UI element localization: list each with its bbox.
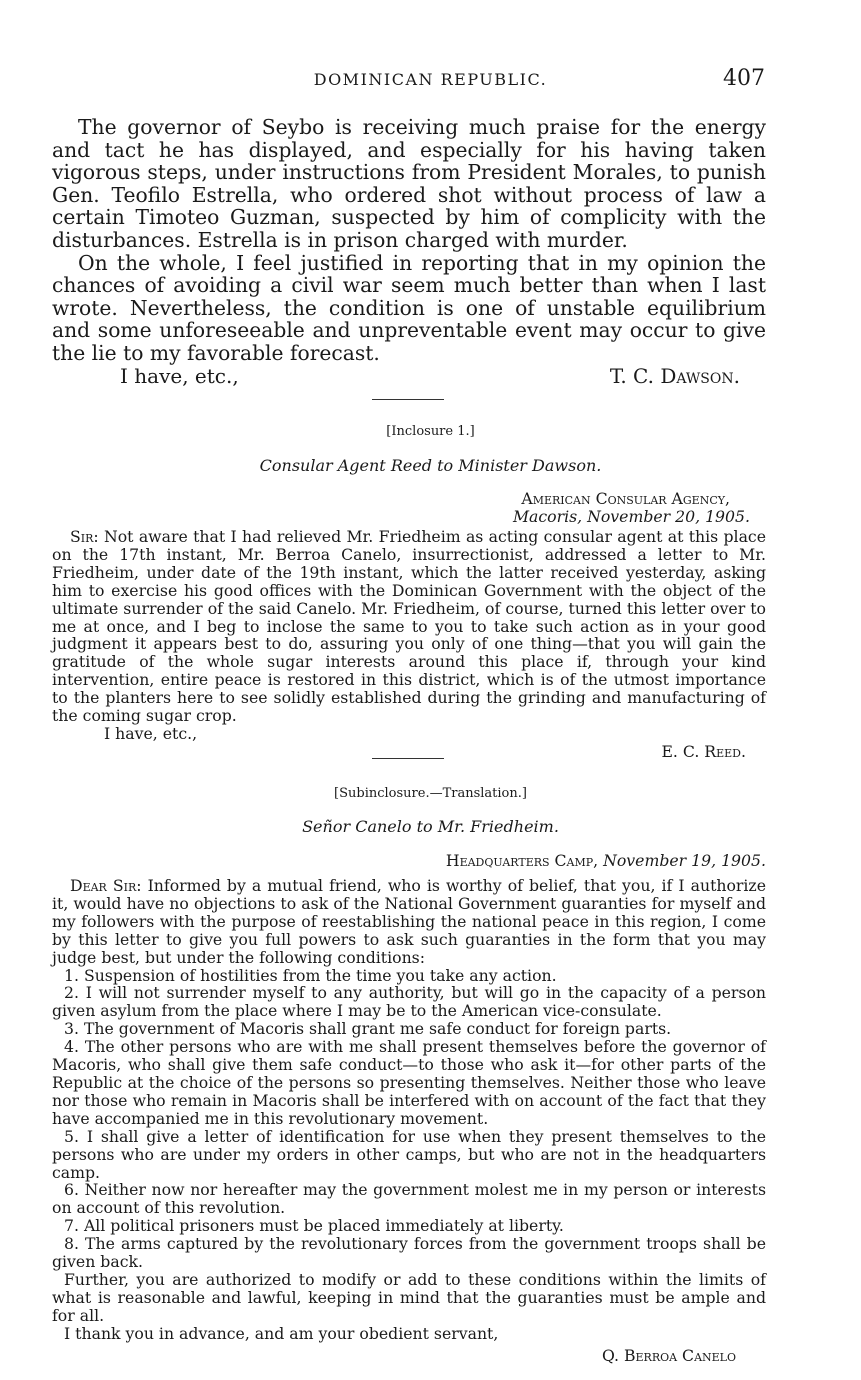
dispatch-body <box>52 116 766 389</box>
page-number: 407 <box>723 66 765 91</box>
subinclosure-letter <box>52 877 766 1364</box>
subinclosure-dateline <box>52 852 766 870</box>
body-paragraph: The governor of Seybo is receiving much praise for the energy and tact he has displayed, and especially for his having taken vigorous steps, under instructions from President Morales, to punish Gen. Teofilo Estrella, who ordered shot without process of law a certain Timoteo Guzman, suspected by him of complicity with the disturbances. Estrella is in prison charged with murder. <box>52 115 766 252</box>
inclosure-place: American Consular Agency, <box>521 489 730 508</box>
condition-item: 4. The other persons who are with me shall present themselves before the governor of Macoris, who shall give them safe conduct—to those who ask it—for other parts of the Republic at the choice of the persons so presenting themselves. Neither those who leave nor those who remain in Macoris shall be interfered with on account of the fact that they have accompanied me in this revolutionary movement. <box>52 1037 766 1128</box>
condition-item: 8. The arms captured by the revolutionary forces from the government troops shall be given back. <box>52 1234 766 1272</box>
condition-item: 5. I shall give a letter of identification for use when they present themselves to the persons who are under my orders in other camps, but who are not in the headquarters camp. <box>52 1126 766 1182</box>
inclosure-salutation: Sir: <box>70 527 99 546</box>
subinclosure-title: Señor Canelo to Mr. Friedheim. <box>302 817 559 836</box>
inclosure-title: Consular Agent Reed to Minister Dawson. <box>259 456 602 475</box>
subinclosure-intro-paragraph <box>52 877 766 967</box>
subinclosure-place: Headquarters Camp, <box>445 851 599 870</box>
inclosure-dateline <box>52 490 766 526</box>
inclosure-text: Not aware that I had relieved Mr. Friedheim as acting consular agent at this place on the 17th instant, Mr. Berroa Canelo, insurrectionist, addressed a letter to Mr. Friedheim, under date of the 19th instant, which the latter received yesterday, asking him to exercise his good offices with the Dominican Government with the object of the ultimate surrender of the said Canelo. Mr. Friedheim, of course, turned this letter over to me at once, and I beg to inclose the same to you to take such action as in your good judgment it appears best to do, assuring you only of one thing—that you will gain the gratitude of the whole sugar interests around this place if, through your kind intervention, entire peace is restored in this district, which is of the utmost importance to the planters here to see solidly established during the grinding and manufacturing of the coming sugar crop. <box>52 527 766 726</box>
dispatch-closing: I have, etc., <box>120 363 239 388</box>
section-divider <box>372 758 444 759</box>
condition-item: 6. Neither now nor hereafter may the government molest me in my person or interests on account of this revolution. <box>52 1180 766 1218</box>
inclosure-letter <box>52 528 766 761</box>
condition-item: 2. I will not surrender myself to any authority, but will go in the capacity of a person given asylum from the place where I may be to the American vice-consulate. <box>52 983 766 1021</box>
subinclosure-signature: Q. Berroa Canelo <box>601 1345 736 1365</box>
subinclosure-salutation: Dear Sir: <box>70 876 142 895</box>
inclosure-label: [Inclosure 1.] <box>386 424 475 439</box>
condition-item: 3. The government of Macoris shall grant me safe conduct for foreign parts. <box>64 1019 672 1039</box>
inclosure-closing: I have, etc., <box>104 723 198 743</box>
condition-item: 1. Suspension of hostilities from the time you take any action. <box>64 965 557 985</box>
page-header <box>0 66 861 96</box>
section-divider <box>372 399 444 400</box>
dispatch-signature: T. C. Dawson. <box>609 363 740 388</box>
running-head: DOMINICAN REPUBLIC. <box>313 70 548 89</box>
subinclosure-date: November 19, 1905. <box>603 851 766 870</box>
inclosure-paragraph <box>52 528 766 725</box>
body-paragraph: On the whole, I feel justified in reporting that in my opinion the chances of avoiding a civil war seem much better than when I last wrote. Nevertheless, the condition is one of unstable equilibrium and some unforeseeable and unpreventable event may occur to give the lie to my favorable forecast. <box>52 250 766 365</box>
subinclosure-label: [Subinclosure.—Translation.] <box>334 786 527 801</box>
thanks-paragraph: I thank you in advance, and am your obedient servant, <box>64 1323 499 1343</box>
dispatch-signature-row <box>52 365 766 389</box>
subinclosure-intro: Informed by a mutual friend, who is worthy of belief, that you, if I authorize it, would have no objections to ask of the National Government guaranties for myself and my followers with the purpose of reestablishing the national peace in this region, I come by this letter to give you full powers to ask such guaranties in the form that you may judge best, but under the following conditions: <box>52 876 766 967</box>
inclosure-signature: E. C. Reed. <box>661 741 746 761</box>
inclosure-date: Macoris, November 20, 1905. <box>512 506 750 526</box>
condition-item: 7. All political prisoners must be placed immediately at liberty. <box>64 1216 564 1236</box>
further-paragraph: Further, you are authorized to modify or add to these conditions within the limits of what is reasonable and lawful, keeping in mind that the guaranties must be ample and for all. <box>52 1269 766 1325</box>
